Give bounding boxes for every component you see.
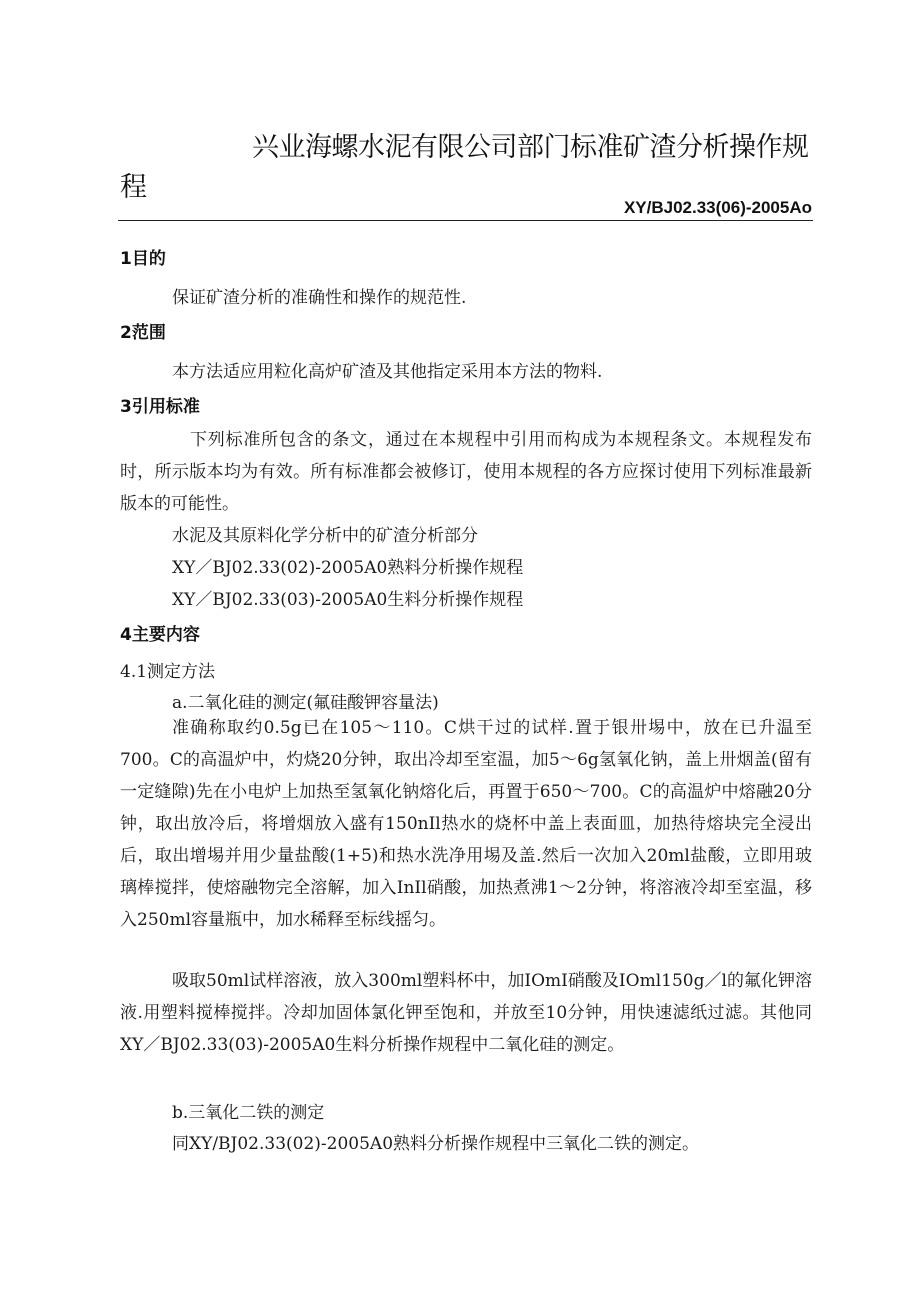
- purpose-text: 保证矿渣分析的准确性和操作的规范性.: [172, 288, 467, 308]
- document-title: 兴业海螺水泥有限公司部门标准矿渣分析操作规程: [120, 132, 809, 203]
- subsection-heading: 4.1测定方法: [120, 662, 216, 682]
- header-divider: [118, 220, 813, 221]
- item-a-paragraph-1: 准确称取约0.5g已在105～110。C烘干过的试样.置于银卅埸中，放在已升温至700。C的高温炉中，灼烧20分钟，取出冷却至室温，加5～6g氢氧化钠，盖上卅烟盖(留有一定缝隙)先在小电炉上加热至氢氧化钠熔化后，再置于650～700。C的高温炉中熔融20分钟，取出放冷后，将增烟放入盛有150nIl热水的烧杯中盖上表面皿，加热待熔块完全浸出后，取出增埸并用少量盐酸(1+5)和热水洗净用埸及盖.然后一次加入20ml盐酸，立即用玻璃棒搅拌，使熔融物完全溶解，加入InIl硝酸，加热煮沸1～2分钟，将溶液冷却至室温，移入250ml容量瓶中，加水稀释至标线摇匀。: [120, 718, 812, 930]
- section-heading-main: 4主要内容: [120, 625, 200, 645]
- reference-item: 水泥及其原料化学分析中的矿渣分析部分: [172, 526, 478, 546]
- section-heading-purpose: 1目的: [120, 249, 166, 269]
- item-a-paragraph-2: 吸取50ml试样溶液，放入300ml塑料杯中，加IOmI硝酸及IOml150g／l的氟化钾溶液.用塑料搅棒搅拌。冷却加固体氯化钾至饱和，并放至10分钟，用快速滤纸过滤。其他同XY／BJ02.33(03)-2005A0生料分析操作规程中二氧化硅的测定。: [120, 971, 812, 1055]
- item-b-text: 同XY/BJ02.33(02)-2005A0熟料分析操作规程中三氧化二铁的测定。: [172, 1134, 700, 1154]
- scope-text: 本方法适应用粒化高炉矿渣及其他指定采用本方法的物料.: [172, 362, 603, 382]
- reference-item: XY／BJ02.33(02)-2005A0熟料分析操作规程: [172, 558, 524, 578]
- item-b-title: b.三氧化二铁的测定: [172, 1103, 325, 1123]
- item-a-title: a.二氧化硅的测定(氟硅酸钾容量法): [172, 693, 439, 713]
- section-heading-scope: 2范围: [120, 323, 166, 343]
- references-paragraph: 下列标准所包含的条文，通过在本规程中引用而构成为本规程条文。本规程发布时，所示版本均为有效。所有标准都会被修订，使用本规程的各方应探讨使用下列标准最新版本的可能性。: [120, 430, 812, 514]
- section-heading-references: 3引用标准: [120, 397, 200, 417]
- reference-item: XY／BJ02.33(03)-2005A0生料分析操作规程: [172, 590, 524, 610]
- document-number: XY/BJ02.33(06)-2005Ao: [623, 198, 812, 217]
